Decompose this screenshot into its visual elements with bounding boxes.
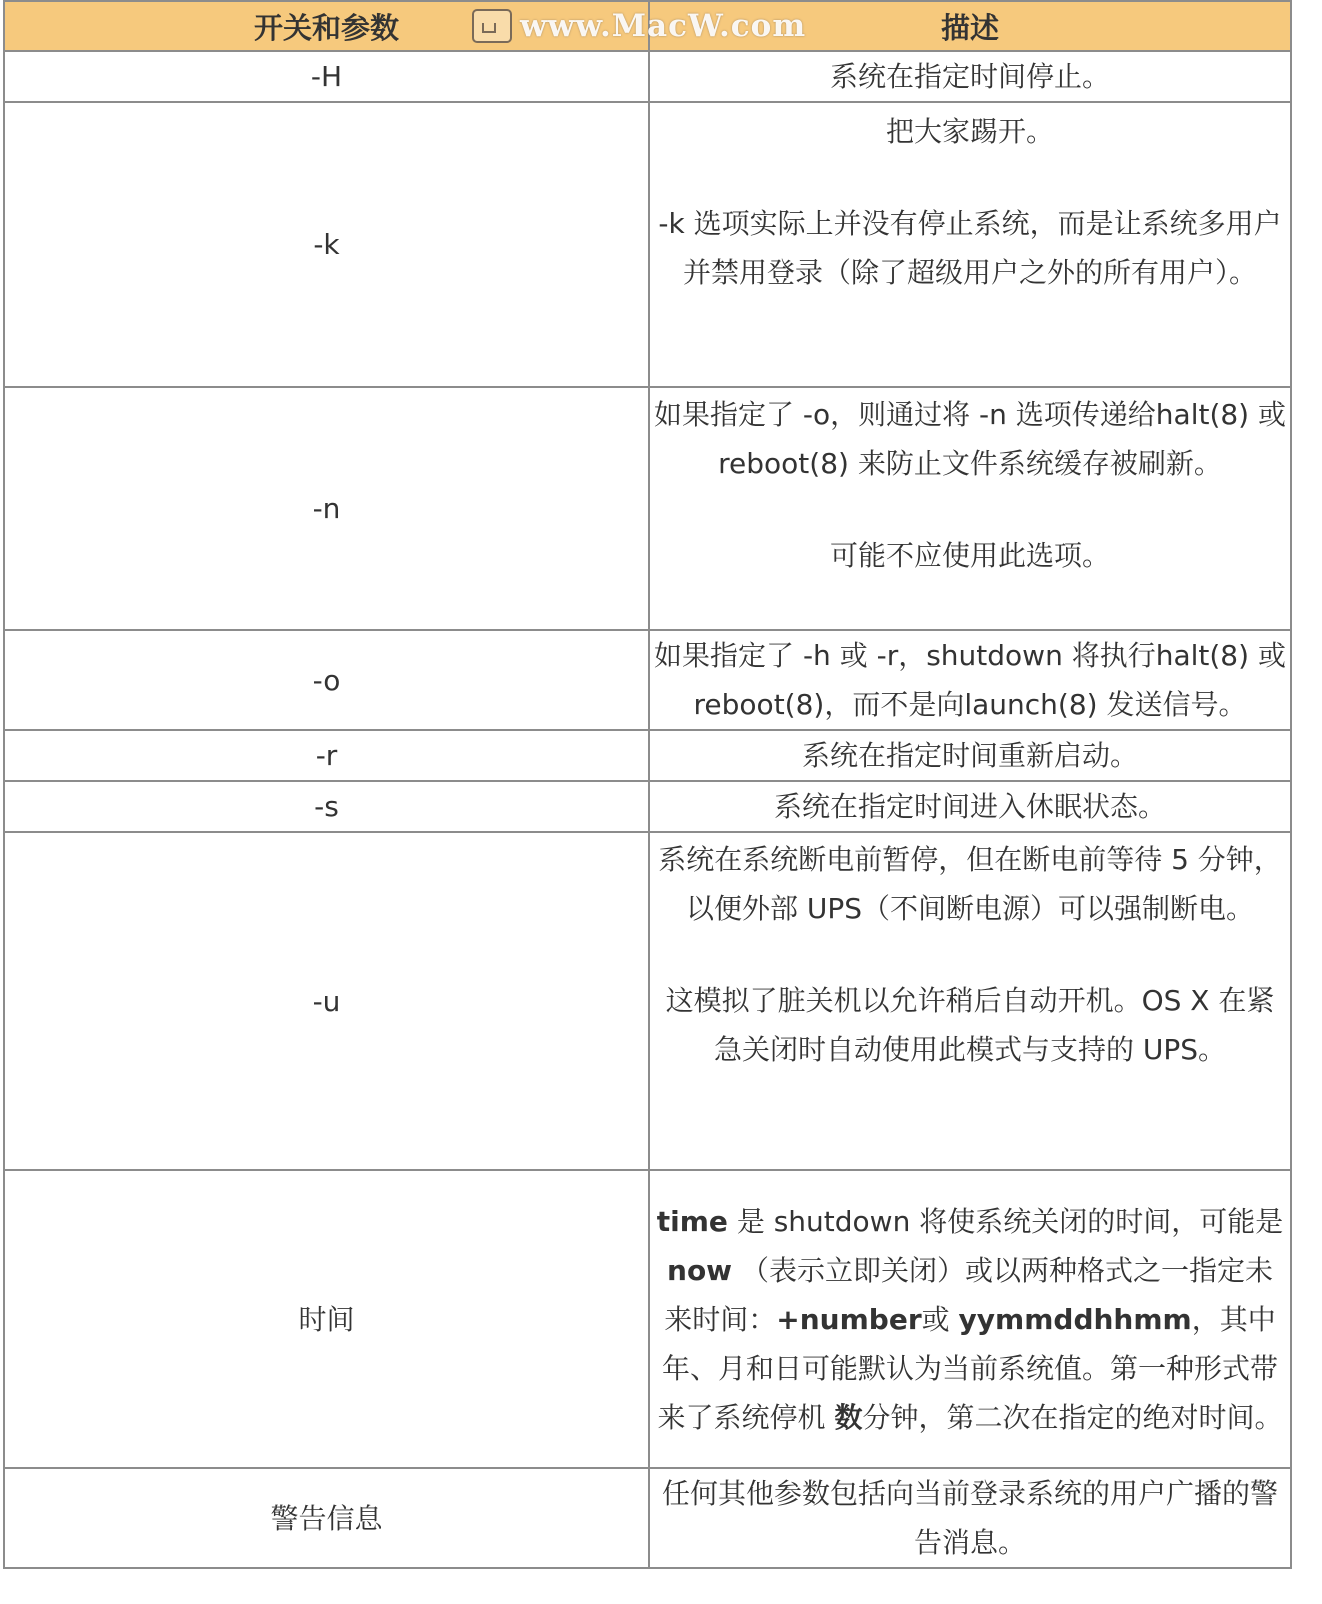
description-paragraph: 这模拟了脏关机以允许稍后自动开机。OS X 在紧急关闭时自动使用此模式与支持的 UPS。 (665, 984, 1275, 1066)
description-paragraph: 系统在指定时间重新启动。 (801, 739, 1138, 772)
description-paragraph: 系统在系统断电前暂停，但在断电前等待 5 分钟，以便外部 UPS（不间断电源）可以强制断电。 (658, 843, 1282, 925)
row-description (649, 51, 1291, 102)
row-flag: -s (4, 781, 649, 832)
description-paragraph: 系统在指定时间进入休眠状态。 (773, 790, 1166, 823)
term-time: time (656, 1204, 728, 1238)
header-description: 描述 (649, 1, 1291, 51)
row-flag: -r (4, 730, 649, 781)
row-description (649, 832, 1291, 1170)
table-row (4, 781, 1291, 832)
term-now: now (667, 1253, 733, 1287)
description-paragraph: 把大家踢开。 (885, 115, 1054, 148)
header-switches-params: 开关和参数 (4, 1, 649, 51)
text-segment: 或 (921, 1302, 959, 1336)
row-description (649, 781, 1291, 832)
description-paragraph: 如果指定了 -o，则通过将 -n 选项传递给halt(8) 或reboot(8) 来防止文件系统缓存被刷新。 (654, 398, 1287, 480)
row-description (649, 730, 1291, 781)
text-segment: （表示立即关闭）或以两种格式之一指定未来时间： (664, 1253, 1273, 1336)
text-segment: ，其中年、月和日可能默认为当前系统值。第一种形式带来了系统停机 (657, 1302, 1278, 1434)
table-row (4, 51, 1291, 102)
row-description (649, 1170, 1291, 1468)
table-row (4, 832, 1291, 1170)
watermark-text: www.MacW.com (520, 8, 807, 44)
description-paragraph (654, 1197, 1286, 1442)
description-paragraph: 可能不应使用此选项。 (829, 539, 1110, 572)
row-description (649, 630, 1291, 730)
description-paragraph: 如果指定了 -h 或 -r，shutdown 将执行halt(8) 或reboot(8)，而不是向launch(8) 发送信号。 (654, 639, 1286, 721)
table-row (4, 102, 1291, 387)
row-flag: -u (4, 832, 649, 1170)
term-yymmddhhmm: yymmddhhmm (958, 1302, 1192, 1336)
table-row (4, 730, 1291, 781)
row-description (649, 102, 1291, 387)
description-paragraph: -k 选项实际上并没有停止系统，而是让系统多用户并禁用登录（除了超级用户之外的所有用户）。 (658, 207, 1282, 289)
description-paragraph: 任何其他参数包括向当前登录系统的用户广播的警告消息。 (661, 1477, 1278, 1559)
row-description (649, 1468, 1291, 1568)
term-count: 数 (834, 1400, 863, 1434)
term-number: +number (776, 1302, 922, 1336)
description-paragraph: 系统在指定时间停止。 (829, 60, 1110, 93)
table-row (4, 1468, 1291, 1568)
table-row (4, 630, 1291, 730)
row-flag: -H (4, 51, 649, 102)
row-flag: -n (4, 387, 649, 630)
row-flag: -k (4, 102, 649, 387)
row-flag: 警告信息 (4, 1468, 649, 1568)
table-header-row (4, 1, 1291, 51)
table-row (4, 1170, 1291, 1468)
text-segment: 分钟，第二次在指定的绝对时间。 (862, 1400, 1283, 1434)
shutdown-options-table (3, 0, 1292, 1569)
row-flag: 时间 (4, 1170, 649, 1468)
row-description (649, 387, 1291, 630)
text-segment: 是 shutdown 将使系统关闭的时间，可能是 (727, 1204, 1284, 1238)
table-row (4, 387, 1291, 630)
row-flag: -o (4, 630, 649, 730)
